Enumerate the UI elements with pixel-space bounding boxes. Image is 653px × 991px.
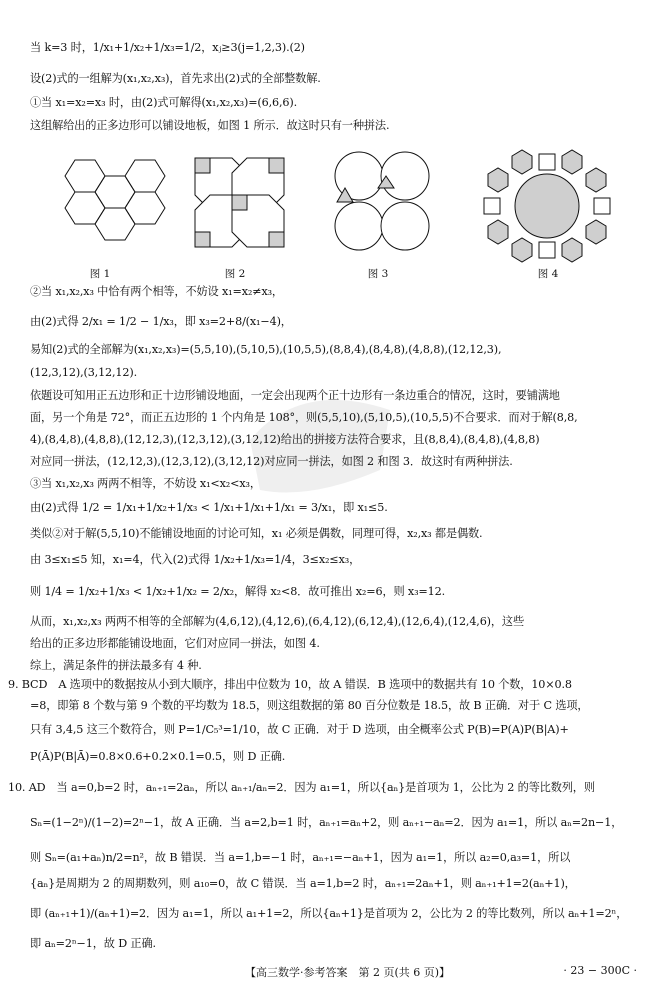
answer-9-line-4: P(Ā)P(B|Ā)=0.8×0.6+0.2×0.1=0.5，则 D 正确. [30,750,286,763]
answer-9-line-1: 9. BCD A 选项中的数据按从小到大顺序，排出中位数为 10，故 A 错误．B 选项中的数据共有 10 个数，10×0.8 [8,678,572,691]
answer-9-line-3: 只有 3,4,5 这三个数符合，则 P=1/C₅³=1/10，故 C 正确．对于 D 选项，由全概率公式 P(B)=P(A)P(B|A)+ [30,723,569,736]
figure-2-caption: 图 2 [224,268,246,280]
figure-2 [180,148,300,263]
figure-4 [482,148,612,267]
text-line-1: 当 k=3 时，1/x₁+1/x₂+1/x₃=1/2，xⱼ≥3(j=1,2,3).(2) [30,41,305,54]
footer-code: · 23 − 300C · [563,964,637,977]
answer-10-line-4: {aₙ}是周期为 2 的周期数列，则 a₁₀=0，故 C 错误．当 a=1,b=2 时，aₙ₊₁=2aₙ+1，则 aₙ₊₁+1=2(aₙ+1)， [30,877,576,890]
text-line-16: 由 3≤x₁≤5 知，x₁=4，代入(2)式得 1/x₂+1/x₃=1/4，3≤x₂≤x₃， [30,553,361,566]
figure-1 [45,148,175,263]
text-line-4: 这组解给出的正多边形可以铺设地板，如图 1 所示．故这时只有一种拼法. [30,119,390,132]
text-line-5: ②当 x₁,x₂,x₃ 中恰有两个相等，不妨设 x₁=x₂≠x₃， [30,285,283,298]
footer-page-info: 【高三数学·参考答案 第 2 页(共 6 页)】 [245,966,451,979]
answer-10-line-3: 则 Sₙ=(a₁+aₙ)n/2=n²，故 B 错误．当 a=1,b=−1 时，aₙ₊₁=−aₙ+1，因为 a₁=1，所以 a₂=0,a₃=1，所以 [30,851,571,864]
text-line-6: 由(2)式得 2/x₁ = 1/2 − 1/x₃，即 x₃=2+8/(x₁−4)， [30,315,292,328]
answer-10-line-5: 即 (aₙ₊₁+1)/(aₙ+1)=2．因为 a₁=1，所以 a₁+1=2，所以{aₙ+1}是首项为 2，公比为 2 的等比数列，所以 aₙ+1=2ⁿ， [30,907,628,920]
answer-10-line-2: Sₙ=(1−2ⁿ)/(1−2)=2ⁿ−1，故 A 正确．当 a=2,b=1 时，aₙ₊₁=aₙ+2，则 aₙ₊₁−aₙ=2．因为 a₁=1，所以 aₙ=2n−1， [30,816,623,829]
text-line-13: ③当 x₁,x₂,x₃ 两两不相等，不妨设 x₁<x₂<x₃， [30,477,261,490]
text-line-3: ①当 x₁=x₂=x₃ 时，由(2)式可解得(x₁,x₂,x₃)=(6,6,6). [30,96,297,109]
answer-10-line-6: 即 aₙ=2ⁿ−1，故 D 正确. [30,937,156,950]
figure-3-caption: 图 3 [367,268,389,280]
figure-3 [322,148,442,263]
figure-row [30,148,635,282]
text-line-19: 给出的正多边形都能铺设地面，它们对应同一拼法，如图 4. [30,637,320,650]
text-line-2: 设(2)式的一组解为(x₁,x₂,x₃)，首先求出(2)式的全部整数解. [30,72,321,85]
text-line-18: 从而，x₁,x₂,x₃ 两两不相等的全部解为(4,6,12),(4,12,6),(6,4,12),(6,12,4),(12,6,4),(12,4,6)，这些 [30,615,525,628]
text-line-20: 综上，满足条件的拼法最多有 4 种. [30,659,202,672]
text-line-14: 由(2)式得 1/2 = 1/x₁+1/x₂+1/x₃ < 1/x₁+1/x₁+1/x₁ = 3/x₁，即 x₁≤5. [30,501,388,514]
text-line-10: 面，另一个角是 72°，而正五边形的 1 个内角是 108°，则(5,5,10),(5,10,5),(10,5,5)不合要求．而对于解(8,8, [30,411,578,424]
text-line-15: 类似②对于解(5,5,10)不能铺设地面的讨论可知，x₁ 必须是偶数，同理可得，x₂,x₃ 都是偶数. [30,527,483,540]
answer-10-line-1: 10. AD 当 a=0,b=2 时，aₙ₊₁=2aₙ，所以 aₙ₊₁/aₙ=2．因为 a₁=1，所以{aₙ}是首项为 1，公比为 2 的等比数列，则 [8,781,595,794]
figure-4-caption: 图 4 [537,268,559,280]
text-line-7: 易知(2)式的全部解为(x₁,x₂,x₃)=(5,5,10),(5,10,5),(10,5,5),(8,8,4),(8,4,8),(4,8,8),(12,12,3), [30,343,502,356]
text-line-11: 4),(8,4,8),(4,8,8),(12,12,3),(12,3,12),(3,12,12)给出的拼接方法符合要求，且(8,8,4),(8,4,8),(4,8,8) [30,433,540,446]
text-line-12: 对应同一拼法，(12,12,3),(12,3,12),(3,12,12)对应同一拼法，如图 2 和图 3．故这时有两种拼法. [30,455,513,468]
answer-9-line-2: =8，即第 8 个数与第 9 个数的平均数为 18.5，则这组数据的第 80 百分位数是 18.5，故 B 正确．对于 C 选项， [30,699,589,712]
text-line-9: 依题设可知用正五边形和正十边形铺设地面，一定会出现两个正十边形有一条边重合的情况，这时，要铺满地 [30,389,560,402]
text-line-8: (12,3,12),(3,12,12). [30,366,137,379]
figure-1-caption: 图 1 [89,268,111,280]
text-line-17: 则 1/4 = 1/x₂+1/x₃ < 1/x₂+1/x₂ = 2/x₂，解得 x₂<8．故可推出 x₂=6，则 x₃=12. [30,585,445,598]
page-footer [0,962,653,982]
